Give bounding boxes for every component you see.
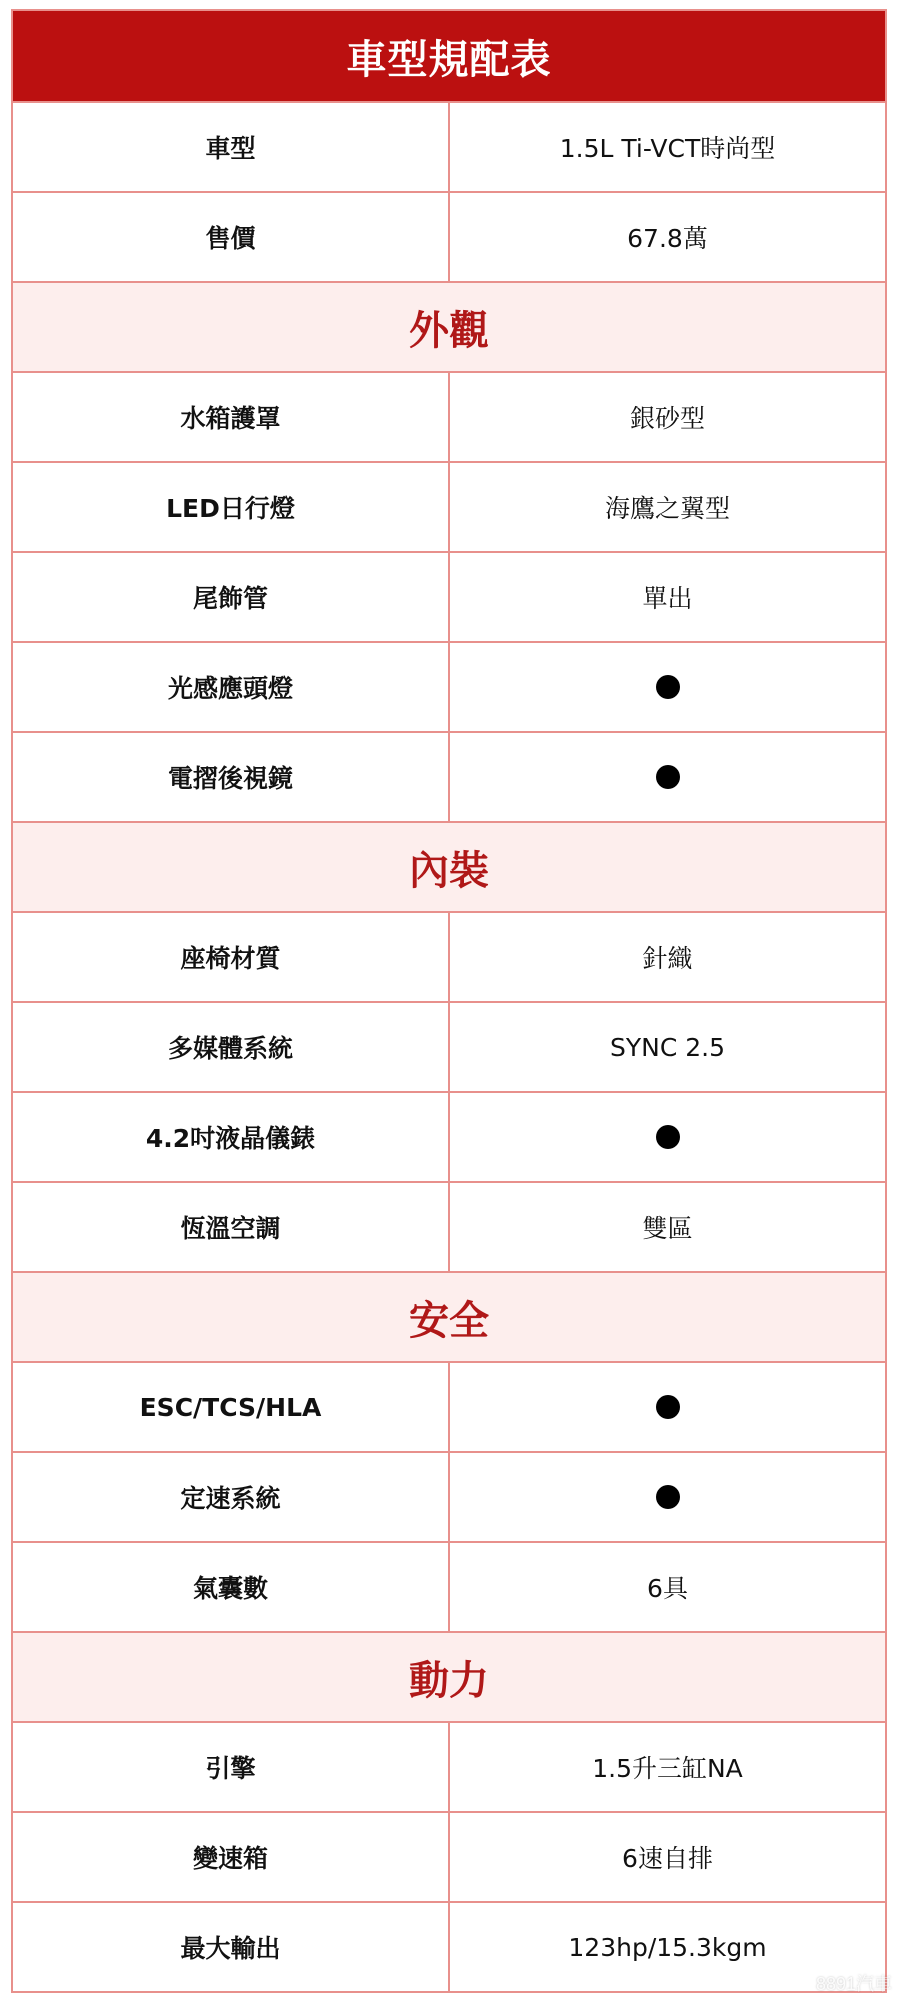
spec-value: 單出 bbox=[642, 584, 693, 613]
spec-value: 67.8萬 bbox=[627, 224, 708, 253]
spec-value: 雙區 bbox=[642, 1214, 693, 1243]
watermark: 8891汽車 bbox=[815, 1974, 892, 1994]
section-header: 內裝 bbox=[13, 821, 885, 911]
spec-label: LED日行燈 bbox=[13, 463, 450, 551]
spec-value bbox=[450, 643, 885, 731]
section-header: 動力 bbox=[13, 1631, 885, 1721]
equipped-dot-icon bbox=[656, 675, 680, 699]
spec-row bbox=[13, 1181, 885, 1271]
spec-value: 1.5升三缸NA bbox=[592, 1754, 743, 1783]
spec-label: 光感應頭燈 bbox=[13, 643, 450, 731]
spec-row bbox=[13, 1901, 885, 1991]
spec-value: 銀砂型 bbox=[629, 404, 705, 433]
spec-value: 6速自排 bbox=[622, 1844, 713, 1873]
spec-label: 氣囊數 bbox=[13, 1543, 450, 1631]
spec-row bbox=[13, 1541, 885, 1631]
spec-label: 最大輸出 bbox=[13, 1903, 450, 1991]
spec-row bbox=[13, 191, 885, 281]
spec-label: 恆溫空調 bbox=[13, 1183, 450, 1271]
spec-row bbox=[13, 101, 885, 191]
spec-label: 引擎 bbox=[13, 1723, 450, 1811]
spec-label: 水箱護罩 bbox=[13, 373, 450, 461]
spec-row bbox=[13, 461, 885, 551]
spec-value: 海鷹之翼型 bbox=[604, 494, 730, 523]
equipped-dot-icon bbox=[656, 765, 680, 789]
spec-row bbox=[13, 1091, 885, 1181]
equipped-dot-icon bbox=[656, 1395, 680, 1419]
spec-row bbox=[13, 911, 885, 1001]
spec-row bbox=[13, 1721, 885, 1811]
table-title: 車型規配表 bbox=[13, 11, 885, 101]
spec-label: 售價 bbox=[13, 193, 450, 281]
spec-label: 車型 bbox=[13, 103, 450, 191]
spec-label: 電摺後視鏡 bbox=[13, 733, 450, 821]
spec-value bbox=[450, 1453, 885, 1541]
spec-label: 定速系統 bbox=[13, 1453, 450, 1541]
spec-label: 座椅材質 bbox=[13, 913, 450, 1001]
spec-row bbox=[13, 641, 885, 731]
spec-row bbox=[13, 1001, 885, 1091]
spec-row bbox=[13, 731, 885, 821]
section-header: 外觀 bbox=[13, 281, 885, 371]
spec-label: ESC/TCS/HLA bbox=[13, 1363, 450, 1451]
equipped-dot-icon bbox=[656, 1485, 680, 1509]
spec-label: 變速箱 bbox=[13, 1813, 450, 1901]
spec-table bbox=[11, 9, 887, 1993]
spec-value: 1.5L Ti-VCT時尚型 bbox=[559, 134, 776, 163]
section-header: 安全 bbox=[13, 1271, 885, 1361]
spec-value: 6具 bbox=[647, 1574, 688, 1603]
spec-value: SYNC 2.5 bbox=[609, 1032, 725, 1062]
spec-value bbox=[450, 733, 885, 821]
spec-rows bbox=[13, 101, 885, 1991]
spec-label: 4.2吋液晶儀錶 bbox=[13, 1093, 450, 1181]
spec-row bbox=[13, 371, 885, 461]
equipped-dot-icon bbox=[656, 1125, 680, 1149]
spec-label: 多媒體系統 bbox=[13, 1003, 450, 1091]
spec-row bbox=[13, 1451, 885, 1541]
spec-value bbox=[450, 1363, 885, 1451]
spec-label: 尾飾管 bbox=[13, 553, 450, 641]
spec-value bbox=[450, 1093, 885, 1181]
spec-row bbox=[13, 1361, 885, 1451]
spec-value: 123hp/15.3kgm bbox=[568, 1932, 767, 1962]
spec-row bbox=[13, 551, 885, 641]
spec-row bbox=[13, 1811, 885, 1901]
spec-value: 針織 bbox=[642, 944, 693, 973]
